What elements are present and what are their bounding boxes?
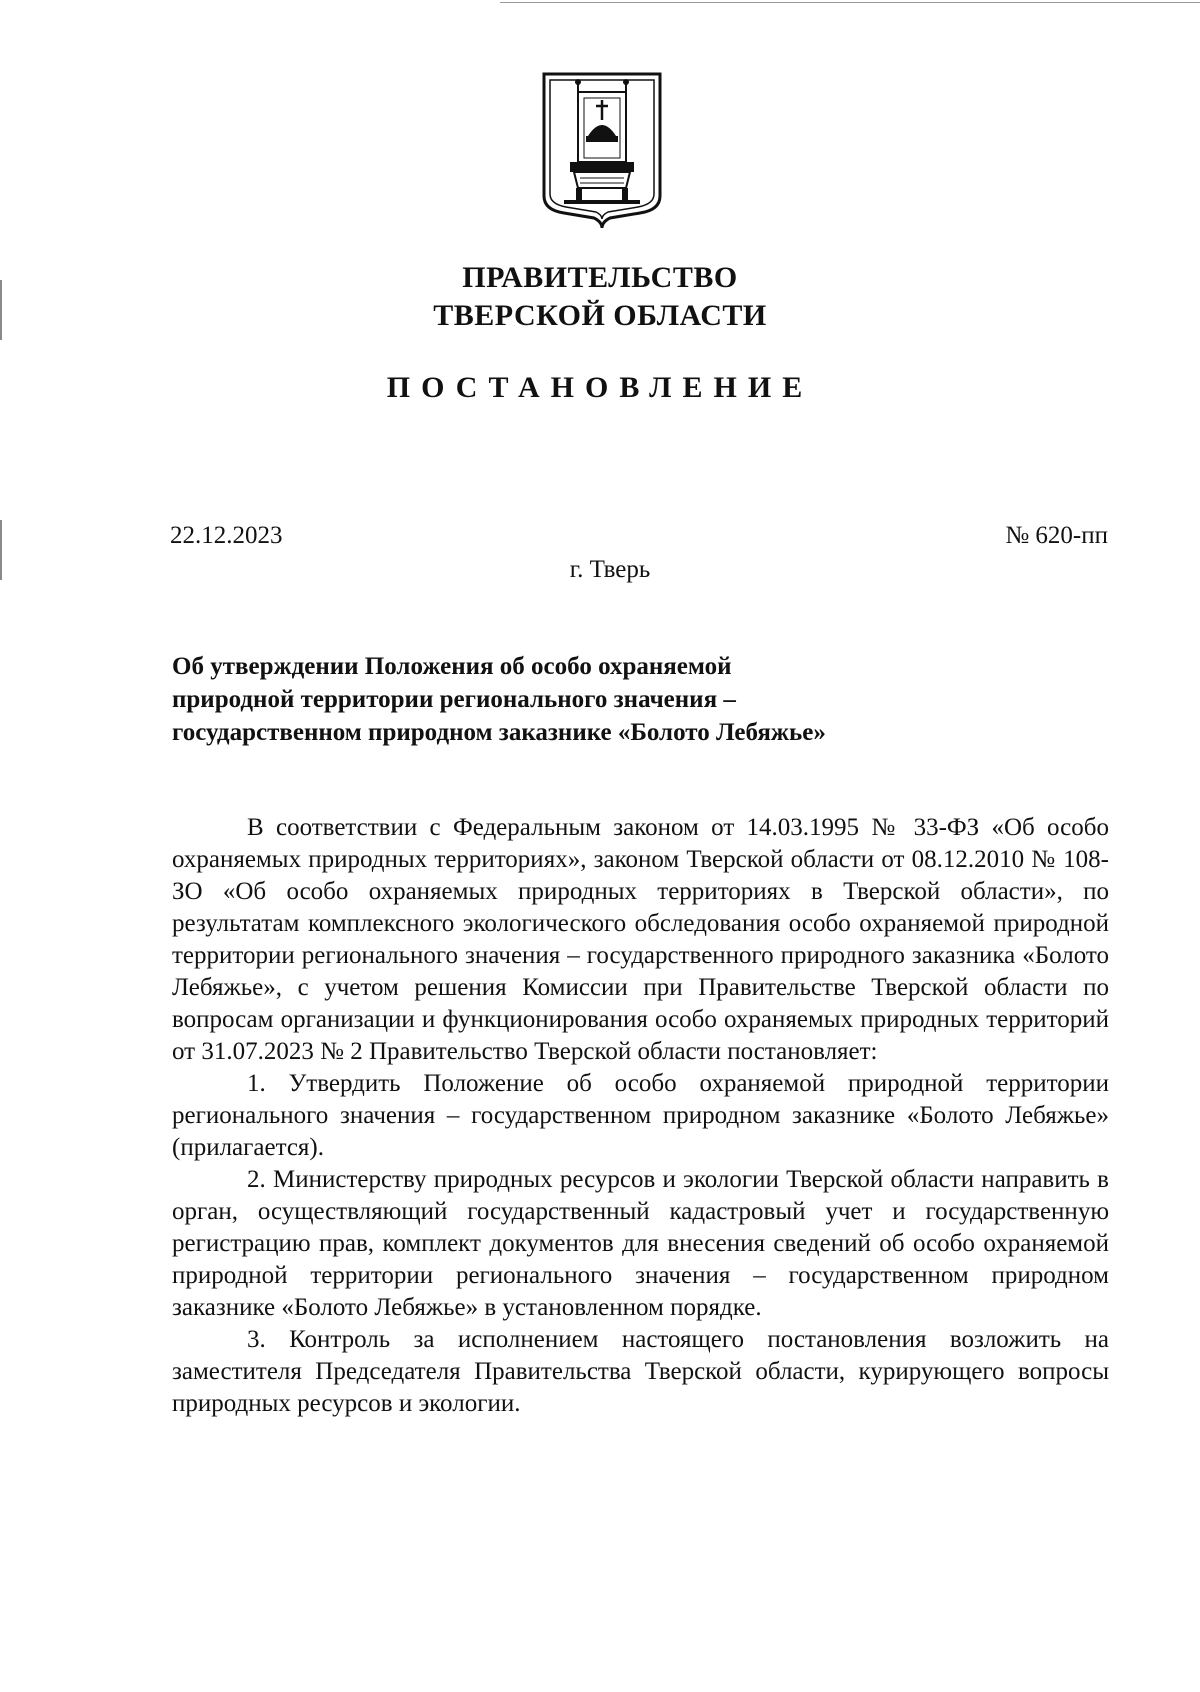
document-date: 22.12.2023 [170,522,283,549]
document-body [172,812,1109,1420]
resolution-item-1: 1. Утвердить Положение об особо охраняемой природной территории регионального значения – государственном природном заказнике «Болото Лебяжье» (прилагается). [172,1070,1109,1161]
title-line: природной территории регионального значения – [172,686,736,713]
resolution-item-3: 3. Контроль за исполнением настоящего постановления возложить на заместителя Председателя Правительства Тверской области, курирующего вопросы природных ресурсов и экологии. [172,1326,1109,1417]
resolution-item-2: 2. Министерству природных ресурсов и экологии Тверской области направить в орган, осуществляющий государственный кадастровый учет и государственную регистрацию прав, комплект документов для внесения сведений об особо охраняемой природной территории регионального значения – государственном природном заказнике «Болото Лебяжье» в установленном порядке. [172,1166,1109,1321]
org-name-line-2: ТВЕРСКОЙ ОБЛАСТИ [433,299,767,332]
title-line: Об утверждении Положения об особо охраняемой [172,653,732,680]
preamble-paragraph: В соответствии с Федеральным законом от 14.03.1995 № 33-ФЗ «Об особо охраняемых природных территориях», законом Тверской области от 08.12.2010 № 108-ЗО «Об особо охраняемых природных территориях в Тверской области», по результатам комплексного экологического обследования особо охраняемой природной территории регионального значения – государственного природного заказника «Болото Лебяжье», с учетом решения Комиссии при Правительстве Тверской области по вопросам организации и функционирования особо охраняемых природных территорий от 31.07.2023 № 2 Правительство Тверской области постановляет: [172,814,1109,1065]
title-line: государственном природном заказнике «Болото Лебяжье» [172,719,826,746]
document-city: г. Тверь [569,556,651,583]
coat-of-arms-icon [540,70,664,230]
org-name-line-1: ПРАВИТЕЛЬСТВО [462,261,738,294]
scan-edge-line [500,2,1200,3]
document-number: № 620-пп [1005,522,1108,549]
document-title [172,650,932,749]
document-type: ПОСТАНОВЛЕНИЕ [386,371,814,404]
